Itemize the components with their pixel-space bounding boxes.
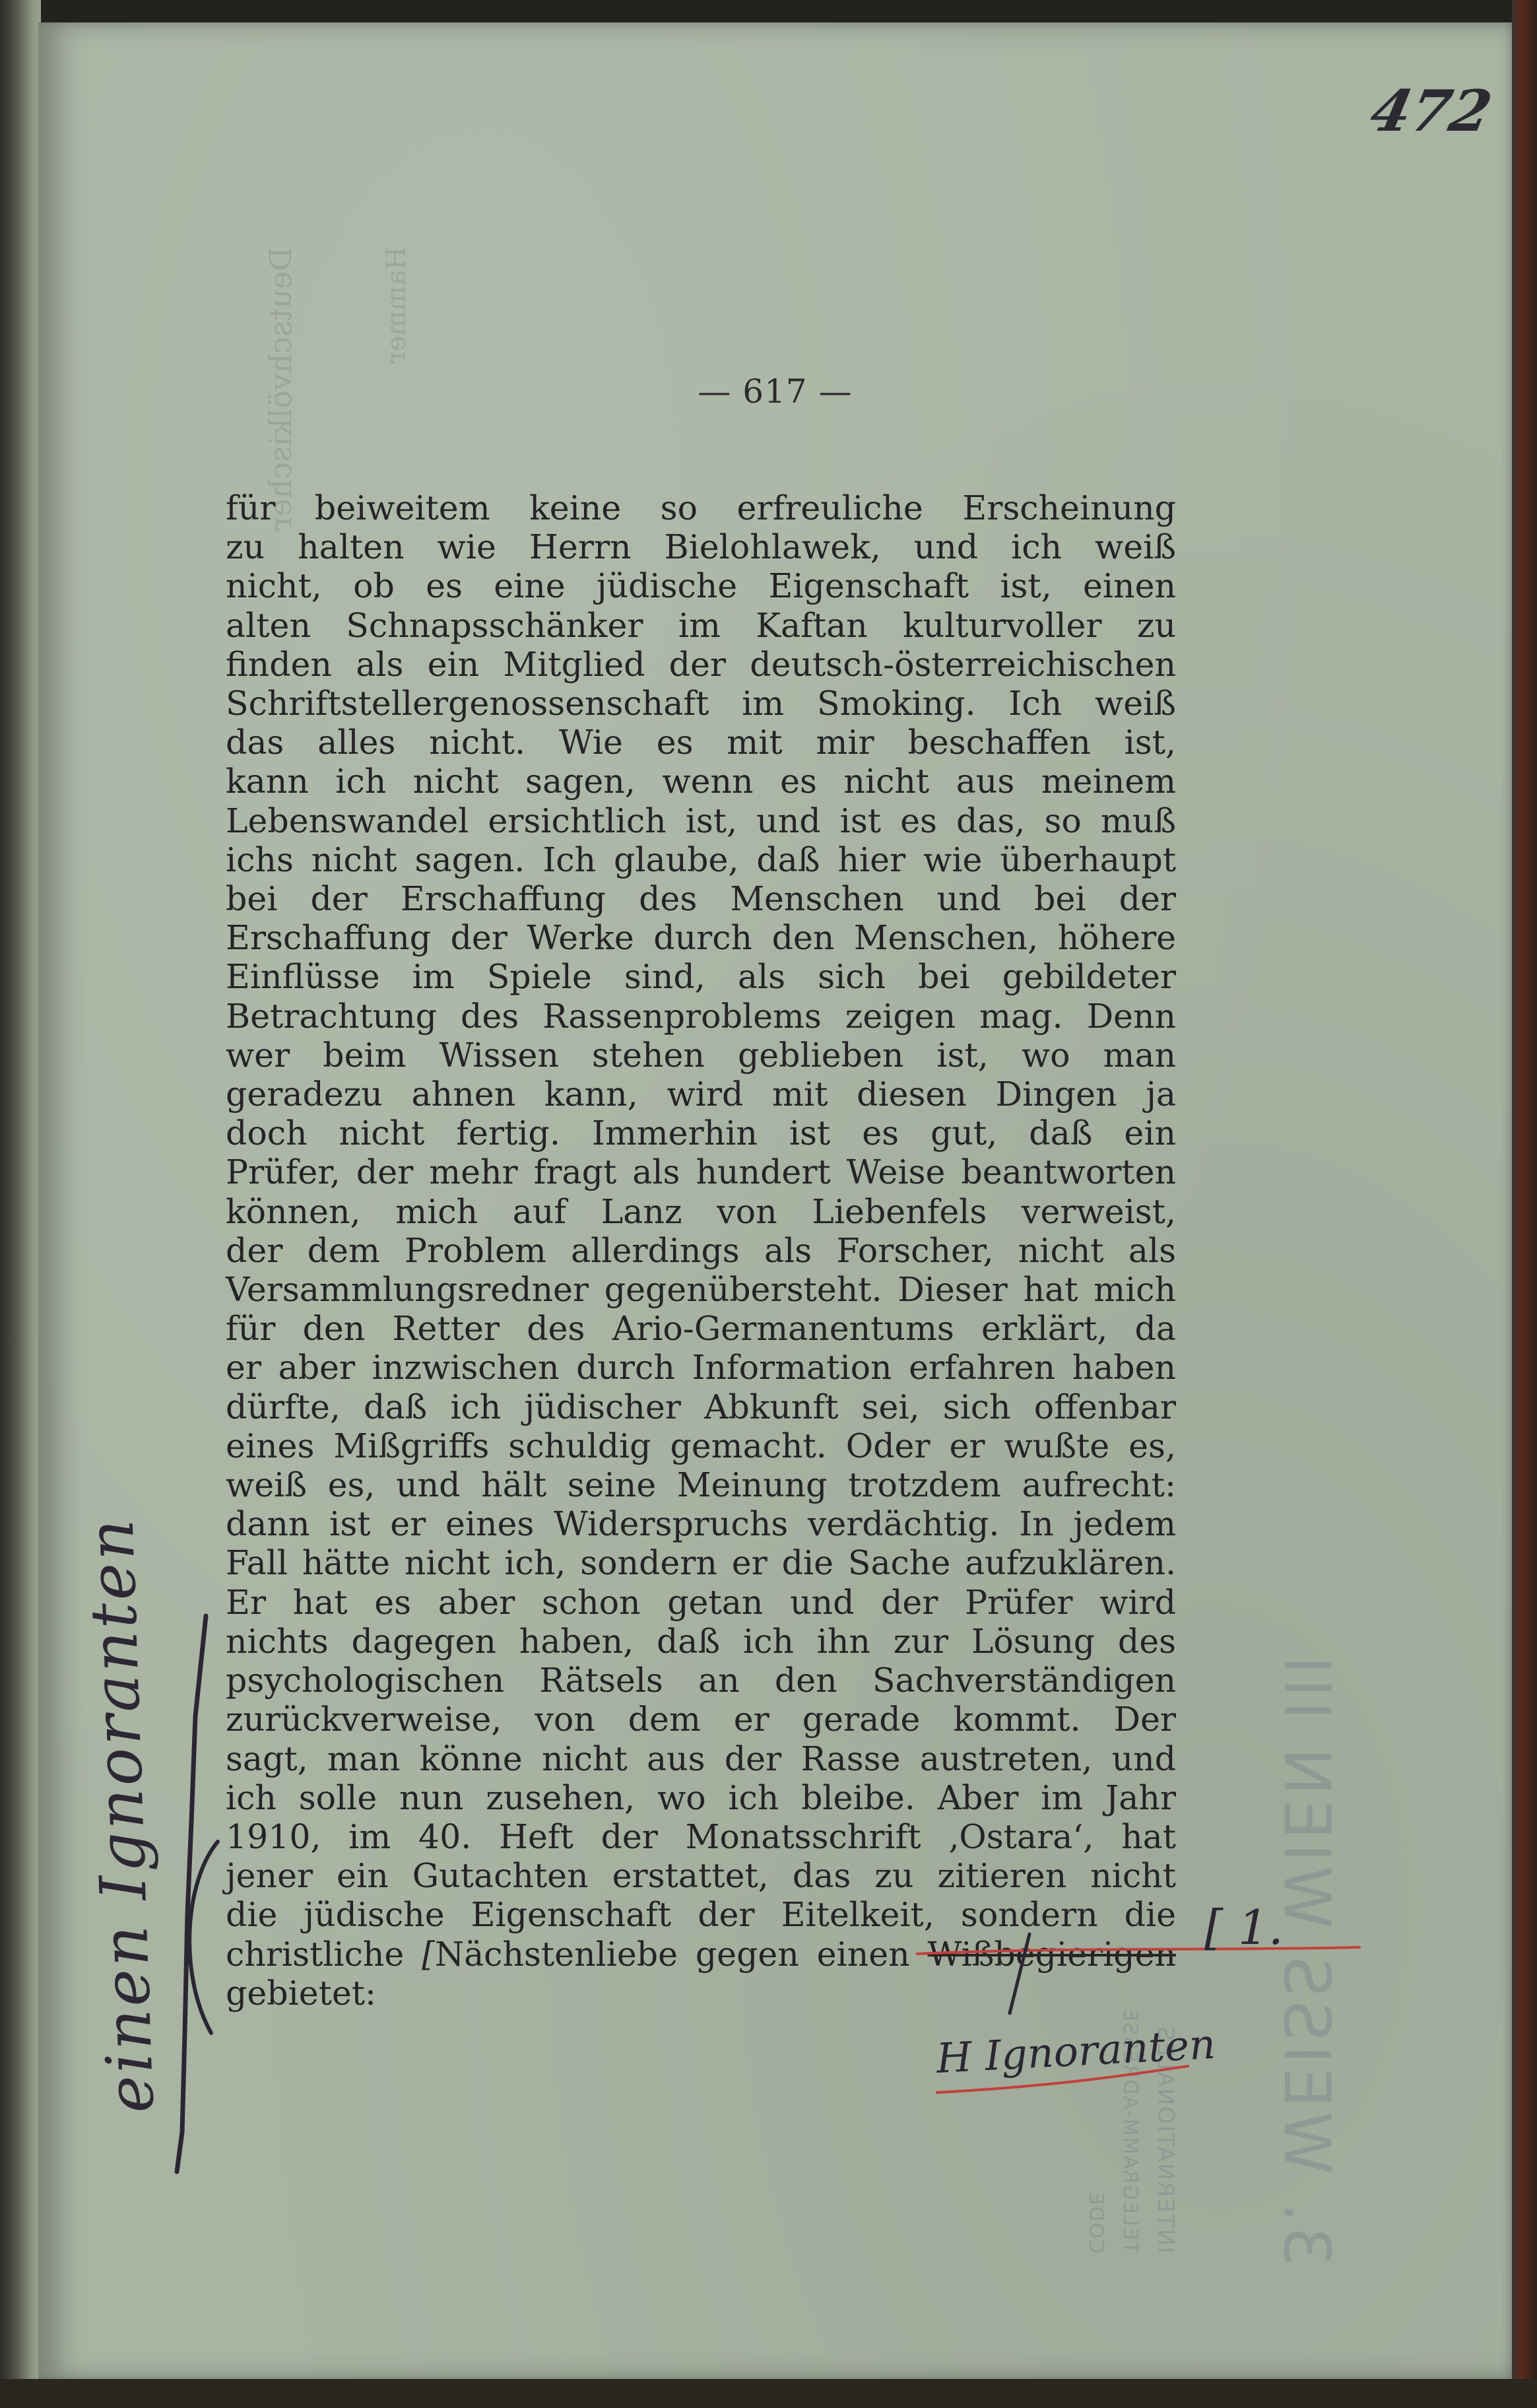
text-line: zu halten wie Herrn Bielohlawek, und ich weiß xyxy=(226,527,1176,567)
insert-bracket: [ xyxy=(422,1934,435,1974)
text-line: psychologischen Rätsels an den Sachverständigen xyxy=(226,1661,1176,1700)
page-number: — 617 — xyxy=(698,372,853,411)
struck-word: Wißbegierigen xyxy=(927,1934,1177,1974)
folio-number-text: 472 xyxy=(1365,77,1498,145)
text-line: geradezu ahnen kann, wird mit diesen Dingen ja xyxy=(226,1075,1176,1114)
text-fragment: Nächstenliebe gegen einen xyxy=(434,1934,928,1974)
text-line: sagt, man könne nicht aus der Rasse austreten, und xyxy=(226,1739,1176,1778)
text-line: doch nicht fertig. Immerhin ist es gut, daß ein xyxy=(226,1114,1176,1153)
left-margin-note: einen Ignoranten xyxy=(73,1516,168,2115)
text-line: Versammlungsredner gegenübersteht. Dieser hat mich xyxy=(226,1270,1176,1310)
text-fragment: christliche xyxy=(226,1934,422,1974)
text-line: ich solle nun zusehen, wo ich bleibe. Aber im Jahr xyxy=(226,1778,1176,1817)
text-line: Fall hätte nicht ich, sondern er die Sache aufzuklären. xyxy=(226,1543,1176,1583)
text-line-last: gebietet: xyxy=(226,1973,377,2013)
text-line: bei der Erschaffung des Menschen und bei der xyxy=(226,879,1176,919)
margin-insert-mark: [ 1. xyxy=(1204,1900,1284,1955)
text-line: die jüdische Eigenschaft der Eitelkeit, sondern die xyxy=(226,1895,1176,1935)
text-line: zurückverweise, von dem er gerade kommt. Der xyxy=(226,1700,1176,1739)
text-line: nichts dagegen haben, daß ich ihn zur Lösung des xyxy=(226,1621,1176,1661)
text-line: Erschaffung der Werke durch den Menschen, höhere xyxy=(226,918,1176,958)
correction-word: H Ignoranten xyxy=(934,2019,1217,2083)
book-page xyxy=(38,22,1512,2379)
text-line: das alles nicht. Wie es mit mir beschaffen ist, xyxy=(226,723,1176,762)
text-line: der dem Problem allerdings als Forscher, nicht als xyxy=(226,1230,1176,1270)
reverse-stamp-bleed-line: TELEGRAMM-ADRESSE xyxy=(1119,2007,1142,2254)
text-line: Er hat es aber schon getan und der Prüfer wird xyxy=(226,1582,1176,1622)
text-line: Lebenswandel ersichtlich ist, und ist es das, so muß xyxy=(226,801,1176,840)
text-line: kann ich nicht sagen, wenn es nicht aus meinem xyxy=(226,762,1176,801)
text-line: Schriftstellergenossenschaft im Smoking. Ich weiß xyxy=(226,684,1176,723)
text-line: jener ein Gutachten erstattet, das zu zitieren nicht xyxy=(226,1856,1176,1896)
text-line: weiß es, und hält seine Meinung trotzdem aufrecht: xyxy=(226,1465,1176,1505)
text-line: dürfte, daß ich jüdischer Abkunft sei, sich offenbar xyxy=(226,1387,1176,1426)
text-line: ichs nicht sagen. Ich glaube, daß hier wie überhaupt xyxy=(226,840,1176,879)
book-edge-right xyxy=(1512,0,1537,2408)
text-line: er aber inzwischen durch Information erfahren haben xyxy=(226,1348,1176,1388)
text-line: Betrachtung des Rassenproblems zeigen mag. Denn xyxy=(226,996,1176,1036)
book-binding-left xyxy=(0,0,41,2408)
folio-number xyxy=(1365,77,1498,145)
reverse-stamp-bleed-line: CODE xyxy=(1084,2191,1107,2254)
text-line: Einflüsse im Spiele sind, als sich bei gebildeter xyxy=(226,957,1176,997)
text-line: finden als ein Mitglied der deutsch-österreichischen xyxy=(226,644,1176,684)
text-line: dann ist er eines Widerspruchs verdächtig. In jedem xyxy=(226,1504,1176,1544)
text-line: für beiweitem keine so erfreuliche Erscheinung xyxy=(226,488,1176,527)
reverse-stamp-bleed-line: INTERNATIONALES xyxy=(1152,2025,1179,2254)
text-line: können, mich auf Lanz von Liebenfels verweist, xyxy=(226,1191,1176,1231)
text-line: wer beim Wissen stehen geblieben ist, wo man xyxy=(226,1035,1176,1075)
reverse-stamp-bleed: 3. WEISS WIEN III xyxy=(1270,1652,1344,2267)
text-line-corrected xyxy=(226,1935,1176,1974)
text-line: alten Schnapsschänker im Kaftan kulturvoller zu xyxy=(226,605,1176,645)
reverse-text-bleed: Hammer xyxy=(381,247,412,364)
text-line: Prüfer, der mehr fragt als hundert Weise beantworten xyxy=(226,1153,1176,1192)
text-line: eines Mißgriffs schuldig gemacht. Oder er wußte es, xyxy=(226,1426,1176,1465)
text-line: 1910, im 40. Heft der Monatsschrift ‚Ostara‘, hat xyxy=(226,1817,1176,1856)
reverse-text-bleed: Deutschvölkischer xyxy=(263,247,298,531)
book-edge-bottom xyxy=(0,2379,1537,2408)
body-text xyxy=(226,488,1176,2013)
text-line: für den Retter des Ario-Germanentums erklärt, da xyxy=(226,1309,1176,1349)
text-line: nicht, ob es eine jüdische Eigenschaft ist, einen xyxy=(226,566,1176,606)
